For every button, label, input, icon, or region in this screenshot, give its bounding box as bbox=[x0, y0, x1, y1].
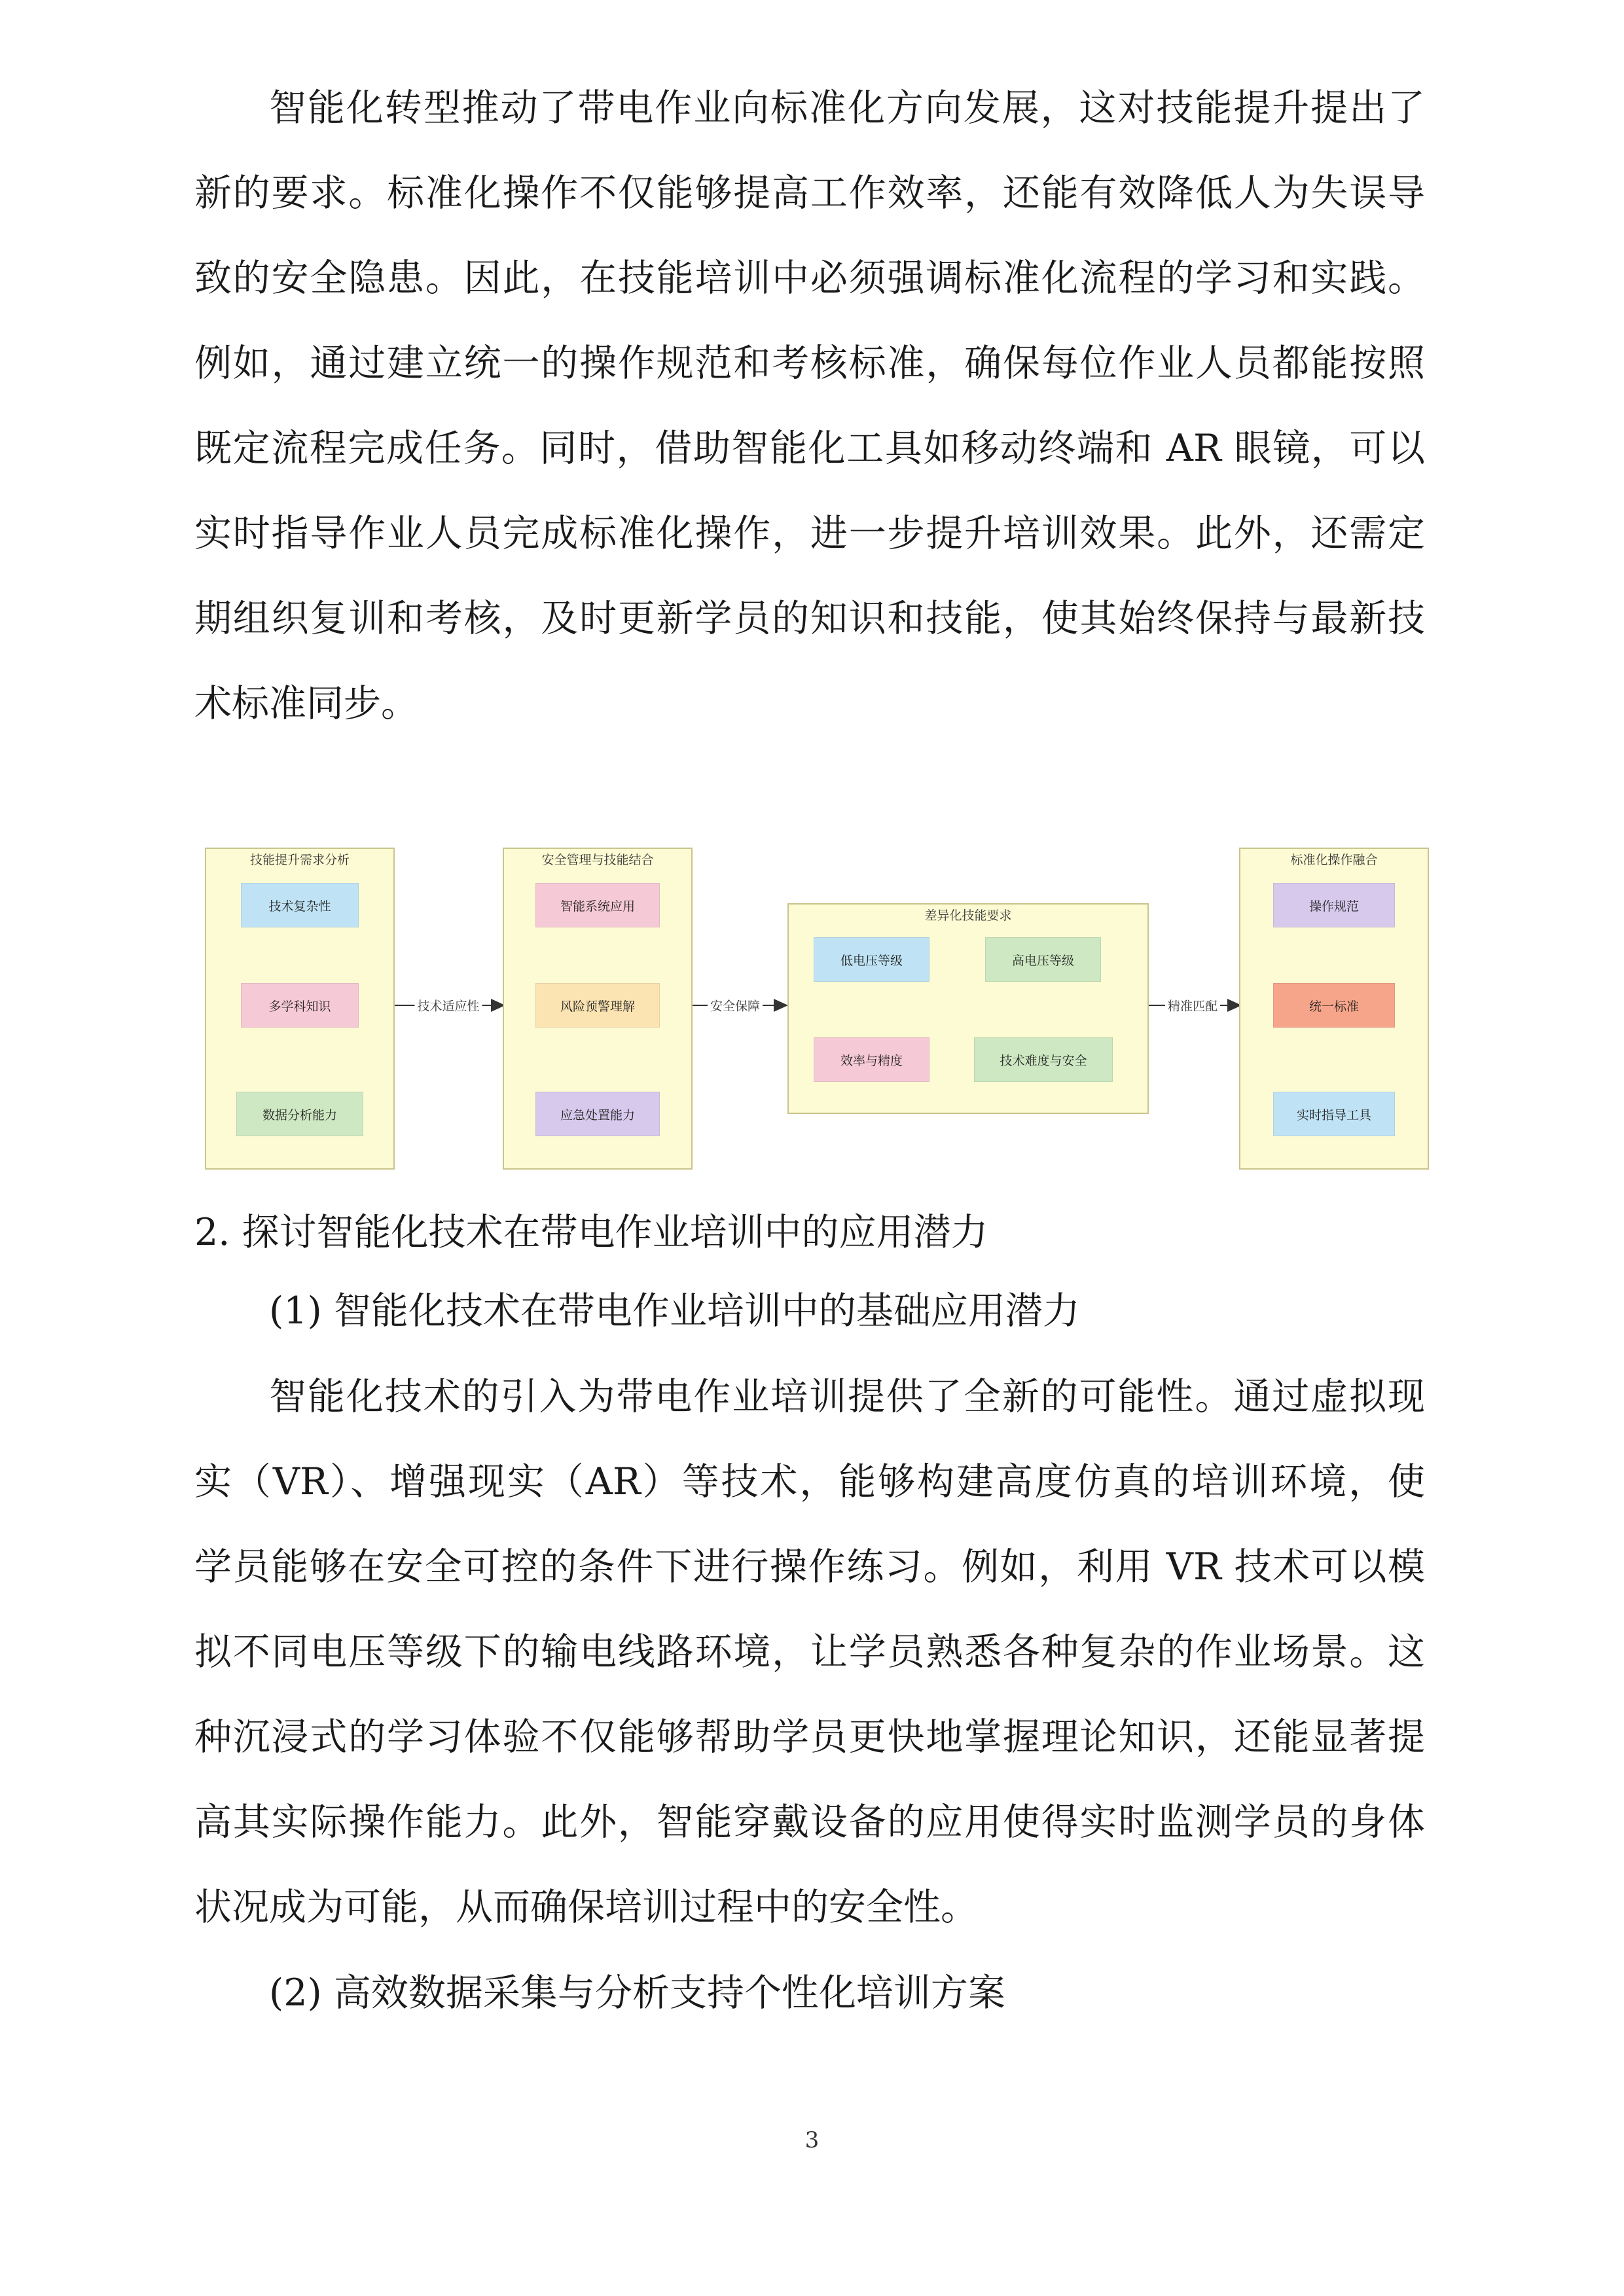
paragraph-line: 智能化技术的引入为带电作业培训提供了全新的可能性。通过虚拟现 bbox=[269, 1375, 1425, 1418]
edge-label-safety-assurance: 安全保障 bbox=[708, 997, 763, 1014]
paragraph-line: 高其实际操作能力。此外，智能穿戴设备的应用使得实时监测学员的身体 bbox=[194, 1801, 1425, 1844]
group-differentiated-skills bbox=[787, 903, 1149, 1114]
node-risk-warning: 风险预警理解 bbox=[535, 983, 660, 1028]
paragraph-line: 状况成为可能，从而确保培训过程中的安全性。 bbox=[194, 1886, 978, 1929]
node-smart-systems: 智能系统应用 bbox=[535, 883, 660, 927]
paragraph-line: 术标准同步。 bbox=[194, 682, 418, 725]
paragraph-line: 实时指导作业人员完成标准化操作，进一步提升培训效果。此外，还需定 bbox=[194, 512, 1425, 555]
flow-diagram bbox=[205, 848, 1429, 1175]
paragraph-2 bbox=[194, 1354, 1425, 1950]
group-title: 差异化技能要求 bbox=[924, 908, 1012, 923]
section-heading: 2. 探讨智能化技术在带电作业培训中的应用潜力 bbox=[194, 1211, 988, 1254]
edge-label-precise-matching: 精准匹配 bbox=[1165, 997, 1220, 1014]
node-efficiency-precision: 效率与精度 bbox=[814, 1037, 929, 1082]
node-multidisciplinary: 多学科知识 bbox=[241, 983, 359, 1028]
edge-label-tech-adaptability: 技术适应性 bbox=[414, 997, 482, 1014]
node-difficulty-safety: 技术难度与安全 bbox=[974, 1037, 1113, 1082]
group-title: 安全管理与技能结合 bbox=[541, 853, 654, 867]
node-low-voltage: 低电压等级 bbox=[814, 937, 929, 982]
page-number: 3 bbox=[804, 2127, 820, 2153]
node-realtime-guidance: 实时指导工具 bbox=[1273, 1092, 1395, 1136]
paragraph-line: 学员能够在安全可控的条件下进行操作练习。例如，利用 VR 技术可以模 bbox=[194, 1545, 1425, 1588]
paragraph-line: 种沉浸式的学习体验不仅能够帮助学员更快地掌握理论知识，还能显著提 bbox=[194, 1715, 1425, 1759]
paragraph-line: 既定流程完成任务。同时，借助智能化工具如移动终端和 AR 眼镜，可以 bbox=[194, 427, 1425, 470]
group-title: 技能提升需求分析 bbox=[249, 853, 350, 867]
subsection-heading-2: (2) 高效数据采集与分析支持个性化培训方案 bbox=[269, 1971, 1005, 2015]
group-title: 标准化操作融合 bbox=[1290, 853, 1378, 867]
paragraph-line: 新的要求。标准化操作不仅能够提高工作效率，还能有效降低人为失误导 bbox=[194, 171, 1425, 215]
paragraph-line: 实（VR）、增强现实（AR）等技术，能够构建高度仿真的培训环境，使 bbox=[194, 1460, 1425, 1503]
node-data-analysis: 数据分析能力 bbox=[236, 1092, 363, 1136]
node-unified-standard: 统一标准 bbox=[1273, 983, 1395, 1028]
paragraph-line: 拟不同电压等级下的输电线路环境，让学员熟悉各种复杂的作业场景。这 bbox=[194, 1630, 1425, 1674]
node-tech-complexity: 技术复杂性 bbox=[241, 883, 359, 927]
paragraph-1 bbox=[194, 65, 1425, 746]
node-emergency-response: 应急处置能力 bbox=[535, 1092, 660, 1136]
paragraph-line: 智能化转型推动了带电作业向标准化方向发展，这对技能提升提出了 bbox=[269, 86, 1425, 130]
node-operating-rules: 操作规范 bbox=[1273, 883, 1395, 927]
subsection-heading-1: (1) 智能化技术在带电作业培训中的基础应用潜力 bbox=[269, 1289, 1080, 1333]
paragraph-line: 例如，通过建立统一的操作规范和考核标准，确保每位作业人员都能按照 bbox=[194, 342, 1425, 385]
node-high-voltage: 高电压等级 bbox=[985, 937, 1101, 982]
paragraph-line: 致的安全隐患。因此，在技能培训中必须强调标准化流程的学习和实践。 bbox=[194, 257, 1425, 300]
paragraph-line: 期组织复训和考核，及时更新学员的知识和技能，使其始终保持与最新技 bbox=[194, 597, 1425, 640]
